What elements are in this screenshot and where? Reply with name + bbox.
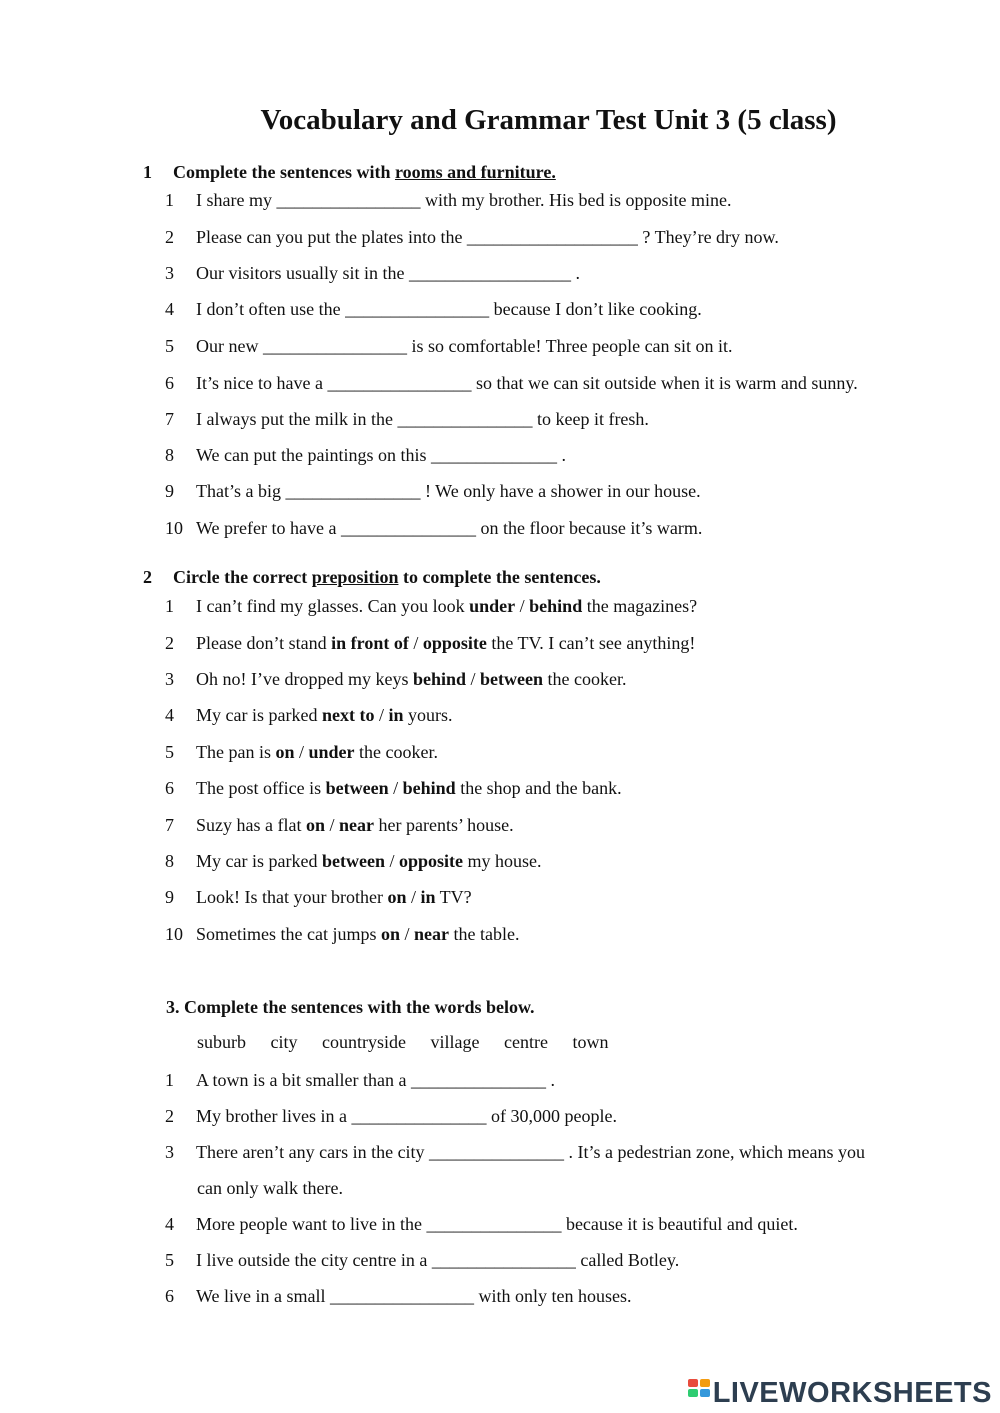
page-title: Vocabulary and Grammar Test Unit 3 (5 class) <box>260 104 837 136</box>
word-bank-item: centre <box>503 1032 548 1052</box>
question-text[interactable]: I don’t often use the ________________ because I don’t like cooking. <box>196 299 702 319</box>
option-b[interactable]: near <box>339 815 374 835</box>
option-a[interactable]: between <box>325 778 389 798</box>
section-3-heading: 3. Complete the sentences with the words below. <box>166 997 535 1017</box>
option-a[interactable]: next to <box>321 705 375 725</box>
question-number: 10 <box>165 518 183 538</box>
question-item <box>165 262 580 284</box>
question-number: 8 <box>165 851 174 871</box>
option-b[interactable]: behind <box>402 778 456 798</box>
question-item <box>165 777 622 799</box>
section-number: 2 <box>143 567 152 587</box>
question-text[interactable]: It’s nice to have a ________________ so that we can sit outside when it is warm and sunny. <box>196 373 858 393</box>
question-number: 1 <box>165 190 174 210</box>
question-text[interactable]: Please can you put the plates into the ___________________ ? They’re dry now. <box>196 227 779 247</box>
question-text: Look! Is that your brother <box>196 887 388 907</box>
question-item <box>165 408 649 430</box>
question-text: the magazines? <box>582 596 698 616</box>
question-number: 4 <box>165 705 174 725</box>
option-separator: / <box>515 596 530 616</box>
question-item <box>165 632 695 654</box>
option-separator: / <box>400 924 415 944</box>
question-text[interactable]: That’s a big _______________ ! We only have a shower in our house. <box>196 481 701 501</box>
question-text[interactable]: We prefer to have a _______________ on the floor because it’s warm. <box>196 518 703 538</box>
question-item <box>165 189 731 211</box>
question-number: 3 <box>165 669 174 689</box>
question-item <box>165 595 697 617</box>
question-number: 2 <box>165 1106 174 1126</box>
question-text[interactable]: There aren’t any cars in the city _______________ . It’s a pedestrian zone, which means you <box>196 1142 865 1162</box>
question-item <box>165 850 541 872</box>
question-text: her parents’ house. <box>374 815 514 835</box>
option-b[interactable]: near <box>414 924 450 944</box>
question-number: 4 <box>165 299 174 319</box>
option-separator: / <box>324 815 339 835</box>
question-item <box>165 298 702 320</box>
question-text[interactable]: My brother lives in a _______________ of 30,000 people. <box>196 1106 617 1126</box>
option-b[interactable]: under <box>308 742 355 762</box>
question-text: Suzy has a flat <box>196 815 306 835</box>
question-text[interactable]: We can put the paintings on this ______________ . <box>196 445 567 465</box>
question-text: my house. <box>462 851 542 871</box>
question-text: My car is parked <box>196 705 322 725</box>
option-a[interactable]: between <box>321 851 385 871</box>
logo-text: LIVEWORKSHEETS <box>712 1376 992 1409</box>
question-text: TV? <box>435 887 472 907</box>
word-bank <box>197 1032 628 1053</box>
word-bank-item: city <box>270 1032 298 1052</box>
question-number: 3 <box>165 1142 174 1162</box>
question-number: 5 <box>165 1250 174 1270</box>
question-item <box>165 1105 617 1127</box>
question-item <box>165 1249 679 1271</box>
question-text: The pan is <box>196 742 276 762</box>
question-continuation: can only walk there. <box>197 1178 343 1198</box>
question-number: 4 <box>165 1214 174 1234</box>
question-text[interactable]: A town is a bit smaller than a _______________ . <box>196 1070 555 1090</box>
question-text: The post office is <box>196 778 326 798</box>
option-b[interactable]: between <box>480 669 543 689</box>
question-text[interactable]: I share my ________________ with my brother. His bed is opposite mine. <box>196 190 732 210</box>
question-item <box>165 668 626 690</box>
question-number: 1 <box>165 596 174 616</box>
word-bank-item: countryside <box>322 1032 406 1052</box>
question-text: Sometimes the cat jumps <box>196 924 381 944</box>
question-item <box>165 741 438 763</box>
option-b[interactable]: opposite <box>398 851 463 871</box>
question-item <box>165 372 858 394</box>
question-text: Please don’t stand <box>196 633 332 653</box>
question-number: 6 <box>165 1286 174 1306</box>
option-b[interactable]: in <box>388 705 404 725</box>
question-number: 2 <box>165 633 174 653</box>
option-a[interactable]: in front of <box>331 633 409 653</box>
question-text: the TV. I can’t see anything! <box>486 633 696 653</box>
question-number: 5 <box>165 742 174 762</box>
question-item <box>165 226 779 248</box>
question-text: Oh no! I’ve dropped my keys <box>196 669 413 689</box>
option-a[interactable]: on <box>380 924 400 944</box>
section-number: 1 <box>143 162 152 182</box>
question-text: the cooker. <box>354 742 439 762</box>
question-number: 3 <box>165 263 174 283</box>
question-number: 2 <box>165 227 174 247</box>
option-a[interactable]: under <box>469 596 516 616</box>
question-item <box>165 1069 555 1091</box>
question-item <box>165 335 733 357</box>
question-number: 7 <box>165 409 174 429</box>
question-item <box>165 1213 798 1235</box>
question-text[interactable]: More people want to live in the _______________ because it is beautiful and quiet. <box>196 1214 798 1234</box>
question-text[interactable]: We live in a small ________________ with only ten houses. <box>196 1286 632 1306</box>
option-separator: / <box>384 851 399 871</box>
question-number: 7 <box>165 815 174 835</box>
question-item <box>165 923 520 945</box>
question-text[interactable]: I live outside the city centre in a ________________ called Botley. <box>196 1250 680 1270</box>
section-1-heading: 1 Complete the sentences with rooms and furniture. <box>143 162 556 182</box>
question-number: 8 <box>165 445 174 465</box>
option-a[interactable]: on <box>305 815 325 835</box>
option-a[interactable]: on <box>387 887 407 907</box>
word-bank-item: town <box>572 1032 609 1052</box>
question-number: 10 <box>165 924 183 944</box>
question-item <box>165 1285 632 1307</box>
word-bank-item: suburb <box>197 1032 246 1052</box>
question-text[interactable]: I always put the milk in the _______________ to keep it fresh. <box>196 409 649 429</box>
question-text: yours. <box>403 705 453 725</box>
liveworksheets-logo <box>688 1376 992 1410</box>
option-separator: / <box>406 887 421 907</box>
option-separator: / <box>388 778 403 798</box>
question-number: 1 <box>165 1070 174 1090</box>
question-number: 6 <box>165 778 174 798</box>
section-2-heading: 2 Circle the correct preposition to complete the sentences. <box>143 567 601 587</box>
option-a[interactable]: on <box>275 742 295 762</box>
option-b[interactable]: opposite <box>422 633 487 653</box>
question-text: I can’t find my glasses. Can you look <box>196 596 470 616</box>
question-number: 9 <box>165 481 174 501</box>
option-separator: / <box>466 669 481 689</box>
question-text[interactable]: Our new ________________ is so comfortable! Three people can sit on it. <box>196 336 733 356</box>
question-item <box>165 517 702 539</box>
question-item <box>165 886 472 908</box>
word-bank-item: village <box>430 1032 480 1052</box>
question-number: 9 <box>165 887 174 907</box>
question-text: the shop and the bank. <box>455 778 622 798</box>
question-number: 5 <box>165 336 174 356</box>
option-separator: / <box>408 633 423 653</box>
option-separator: / <box>374 705 389 725</box>
question-item <box>165 704 453 726</box>
question-item <box>165 480 701 502</box>
question-text[interactable]: Our visitors usually sit in the __________________ . <box>196 263 580 283</box>
option-b[interactable]: in <box>420 887 436 907</box>
question-text: the table. <box>449 924 520 944</box>
question-item <box>165 814 514 836</box>
option-separator: / <box>294 742 309 762</box>
option-b[interactable]: behind <box>529 596 583 616</box>
logo-mark-icon <box>688 1379 710 1407</box>
question-item <box>165 1141 865 1163</box>
question-number: 6 <box>165 373 174 393</box>
question-item <box>165 444 566 466</box>
question-text: My car is parked <box>196 851 322 871</box>
option-a[interactable]: behind <box>412 669 466 689</box>
question-text: the cooker. <box>543 669 627 689</box>
